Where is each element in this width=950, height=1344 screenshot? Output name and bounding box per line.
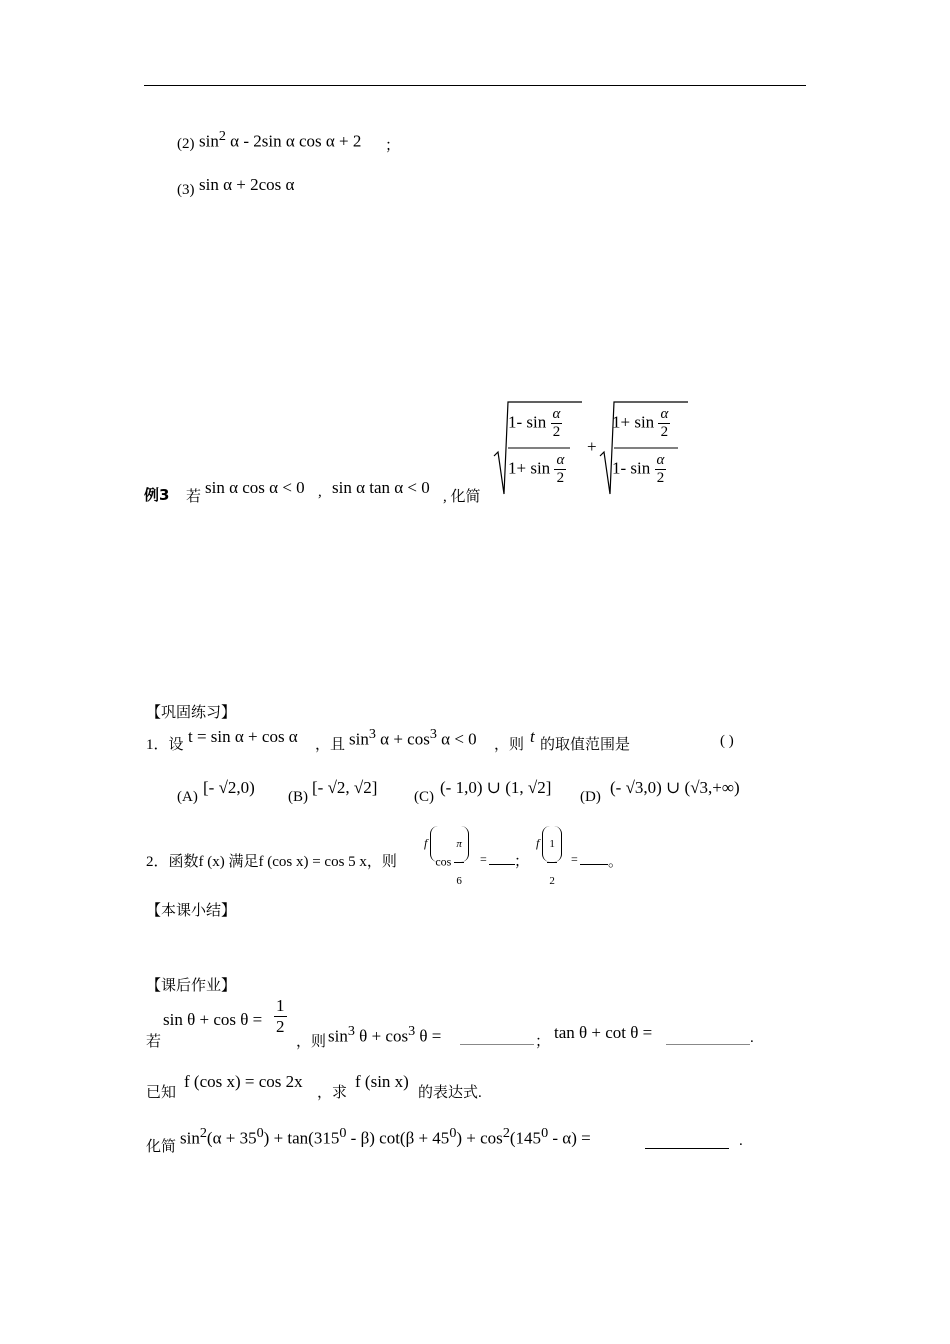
homework-h3-label: 化简 xyxy=(146,1139,177,1155)
practice-q2-arg2: f $\frac{1}{2}$ xyxy=(536,826,562,862)
homework-h1-expr: sin θ + cos θ = xyxy=(163,1010,263,1029)
radical1-denominator: 1+ sin $\frac{\alpha}{2}$ xyxy=(508,452,565,486)
homework-heading: 【课后作业】 xyxy=(146,978,237,994)
q2-expression: $\sin^2 \alpha - 2\sin$ α cos α + 2 xyxy=(199,128,362,151)
top-rule xyxy=(144,85,806,86)
option-d-label: (D) xyxy=(580,789,601,805)
practice-q2-end: 。 xyxy=(608,854,624,870)
practice-q2-semi: ； xyxy=(514,854,530,870)
practice-q1-num: 1．设 xyxy=(146,737,184,753)
practice-q1-expr1: t = sin α + cos α xyxy=(188,727,298,746)
homework-h2-tail: 的表达式. xyxy=(418,1085,482,1101)
practice-q2-eq1: = xyxy=(480,852,487,866)
q2-tail: ； xyxy=(385,138,401,154)
homework-h1-frac: $\frac{1}{2}$ xyxy=(276,996,285,1036)
homework-h1-comma: ，则 xyxy=(296,1034,327,1050)
example3-cond1: sin α cos α < 0 xyxy=(205,478,305,497)
homework-h2-ask: ，求 xyxy=(317,1085,348,1101)
radical-plus: + xyxy=(587,437,597,456)
practice-q2-eq2: = xyxy=(571,852,578,866)
homework-h1-expr2: $\sin^3 \theta + \cos^3 \theta$ = xyxy=(328,1023,442,1046)
option-d-value: (- √3,0) ∪ (√3,+∞) xyxy=(610,778,740,797)
radical2-denominator: 1- sin $\frac{\alpha}{2}$ xyxy=(612,452,665,486)
homework-h2-expr2: f (sin x) xyxy=(355,1072,409,1091)
practice-q1-tail: 的取值范围是 xyxy=(540,737,631,753)
option-c-label: (C) xyxy=(414,789,434,805)
practice-q1-mid2: ，则 xyxy=(494,737,525,753)
radical1-numerator: 1- sin $\frac{\alpha}{2}$ xyxy=(508,406,561,440)
homework-h1-blank1 xyxy=(460,1030,534,1050)
homework-h1-blank2 xyxy=(666,1030,750,1050)
q3-expression: sin α + 2cos α xyxy=(199,175,295,194)
practice-q2-text: 2．函数f (x) 满足f (cos x) = cos 5 x，则 xyxy=(146,854,397,870)
q2-label: (2) xyxy=(177,136,195,152)
q3-label: (3) xyxy=(177,182,195,198)
option-c-value: (- 1,0) ∪ (1, √2] xyxy=(440,778,552,797)
homework-h2-known: 已知 xyxy=(146,1085,177,1101)
practice-q1-mid: ，且 xyxy=(315,737,346,753)
option-b-label: (B) xyxy=(288,789,308,805)
homework-h2-expr: f (cos x) = cos 2x xyxy=(184,1072,303,1091)
example3-cond2: sin α tan α < 0 xyxy=(332,478,430,497)
option-a-label: (A) xyxy=(177,789,198,805)
homework-h3-blank xyxy=(645,1134,729,1154)
radical2-numerator: 1+ sin $\frac{\alpha}{2}$ xyxy=(612,406,669,440)
homework-h3-expr: $\sin^2(\alpha + 35^0) + \tan(315^0 - \beta) \cot(\beta + 45^0) + \cos^2(145^0 - \alpha)$ = xyxy=(180,1125,591,1148)
option-b-value: [- √2, √2] xyxy=(312,778,378,797)
practice-q2-blank2 xyxy=(580,850,608,870)
example3-sep: , xyxy=(318,484,322,500)
homework-h3-dot: . xyxy=(739,1133,743,1149)
example3-ruo: 若 xyxy=(186,489,202,505)
homework-h1-dot: . xyxy=(750,1030,754,1046)
practice-heading: 【巩固练习】 xyxy=(146,705,237,721)
example3-simplify: , 化简 xyxy=(443,489,481,505)
summary-heading: 【本课小结】 xyxy=(146,903,237,919)
practice-q2-blank1 xyxy=(489,850,515,870)
homework-h1-expr3: tan θ + cot θ = xyxy=(554,1023,653,1042)
homework-h1-semi: ； xyxy=(535,1034,551,1050)
option-a-value: [- √2,0) xyxy=(203,778,255,797)
practice-q2-arg1: f cos $\frac{\pi}{6}$ xyxy=(424,826,469,862)
practice-q1-t: t xyxy=(530,727,535,746)
example3-label: 例3 xyxy=(144,486,170,504)
homework-h1-ruo: 若 xyxy=(146,1034,162,1050)
practice-q1-answer-paren: ( ) xyxy=(720,733,734,749)
practice-q1-expr2: $\sin^3 \alpha + \cos^3 \alpha < 0$ xyxy=(349,726,477,749)
